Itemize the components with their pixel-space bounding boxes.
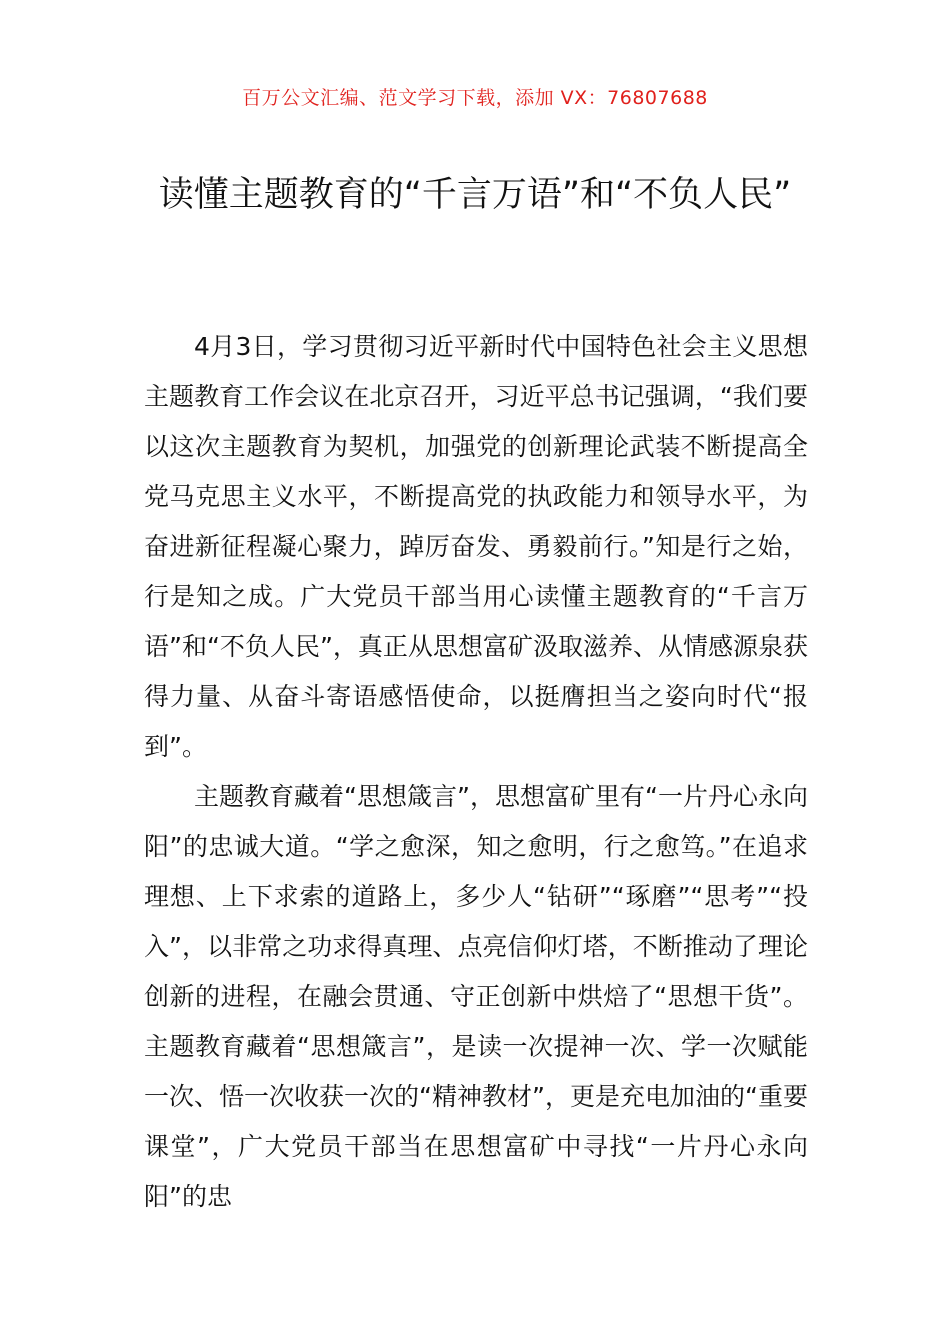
paragraph-2: 主题教育藏着“思想箴言”，思想富矿里有“一片丹心永向阳”的忠诚大道。“学之愈深，知之愈明，行之愈笃。”在追求理想、上下求索的道路上，多少人“钻研”“琢磨”“思考”“投入”，以非常之功求得真理、点亮信仰灯塔，不断推动了理论创新的进程，在融会贯通、守正创新中烘焙了“思想干货”。主题教育藏着“思想箴言”，是读一次提神一次、学一次赋能一次、悟一次收获一次的“精神教材”，更是充电加油的“重要课堂”，广大党员干部当在思想富矿中寻找“一片丹心永向阳”的忠 bbox=[144, 782, 808, 1211]
header-watermark-note: 百万公文汇编、范文学习下载，添加 VX：76807688 bbox=[242, 87, 708, 109]
document-body bbox=[144, 322, 808, 1222]
paragraph-1: 4月3日，学习贯彻习近平新时代中国特色社会主义思想主题教育工作会议在北京召开，习近平总书记强调，“我们要以这次主题教育为契机，加强党的创新理论武装不断提高全党马克思主义水平，不断提高党的执政能力和领导水平，为奋进新征程凝心聚力，踔厉奋发、勇毅前行。”知是行之始，行是知之成。广大党员干部当用心读懂主题教育的“千言万语”和“不负人民”，真正从思想富矿汲取滋养、从情感源泉获得力量、从奋斗寄语感悟使命，以挺膺担当之姿向时代“报到”。 bbox=[144, 332, 808, 761]
document-title: 读懂主题教育的“千言万语”和“不负人民” bbox=[158, 175, 792, 215]
